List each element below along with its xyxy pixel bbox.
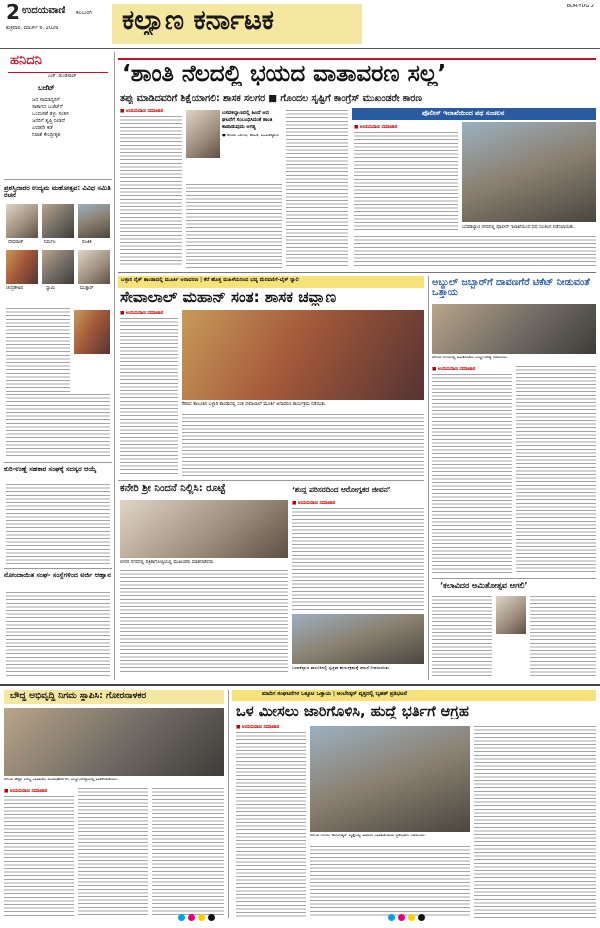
column-rule <box>114 52 115 680</box>
lead-quote-by: ● ಶರಣು ಸಲಗರ, ಶಾಸಕ, ಬಸವಕಲ್ಯಾಣ <box>222 134 279 139</box>
sevalal-caption: ಔರಾದ ತಾಲೂಕಿನ ಬಳ್ಳಾರಿ ತಾಂಡಾದಲ್ಲಿ ಸಂತ ಸೇವಾಲಾಲ್ ಮೂರ್ತಿ ಅನಾವರಣ ಕಾರ್ಯಕ್ರಮ ನಡೆಯಿತು. <box>182 402 327 407</box>
lead-headline: ‘ಶಾಂತಿ ನೆಲದಲ್ಲಿ ಭಯದ ವಾತಾವರಣ ಸಲ್ಲ’ <box>122 61 447 87</box>
health-byline: ■ ಉದಯವಾಣಿ ಸಮಾಚಾರ <box>292 501 336 506</box>
side-title: ಪೊಲೀಸ್ ಇಲಾಖೆಯಿಂದ ಪಥ ಸಂಚಲನ <box>422 109 505 117</box>
side-body-text <box>354 132 458 232</box>
portrait-photo <box>78 250 110 284</box>
hanidani-author: ಎಚ್. ಡುಂಡಿರಾಜ್ <box>48 74 77 79</box>
lead-byline: ■ ಉದಯವಾಣಿ ಸಮಾಚಾರ <box>120 109 164 114</box>
poem-body <box>32 97 110 139</box>
poem-title: ಬಜೆಟ್ <box>38 85 55 92</box>
story-body-text <box>6 394 110 458</box>
kalavida-body-text <box>530 596 596 676</box>
magenta-dot <box>188 914 195 921</box>
olameesalu-kicker-bar <box>232 690 596 701</box>
kaneri-body-text <box>120 570 288 674</box>
kaneri-headline: ಕನೇರಿ ಶ್ರೀ ನಿಂದನೆ ನಿಲ್ಲಿಸಿ: ರೂಟ್ಟೆ <box>120 484 226 494</box>
portrait-name: ಸ್ವಾಮಿ <box>46 286 55 291</box>
sevalal-kicker: ಬಳ್ಳಾರಿ ನೈಕ್ ತಾಂಡಾದಲ್ಲಿ ಮೂರ್ತಿ ಅನಾವರಣ | ಕೆರೆ ಹೊತ್ತ ಮಹಿಳೆಯರಿಂದ ಭವ್ಯ ಮೆರವಣಿಗೆ-ಬೈಕ್ ರ‍್ಯಾಲಿ <box>121 277 299 283</box>
bauddha-caption: ಬೀದರ ಜಿಲ್ಲಾ ಬೌದ್ಧ ಸಮಾಜದ ಪದಾಧಿಕಾರಿಗಳು ಸುದ್ದಿಗೋಷ್ಠಿಯಲ್ಲಿ ಮಾತನಾಡಿದರು. <box>4 778 119 782</box>
health-body-text <box>292 508 424 612</box>
yellow-dot <box>408 914 415 921</box>
bauddha-body-text <box>4 796 74 916</box>
divider <box>4 568 112 569</box>
portrait-photo <box>78 204 110 238</box>
kaneri-caption: ಬೀದರ ನಗರದಲ್ಲಿ ಪತ್ರಿಕಾಗೋಷ್ಠಿಯಲ್ಲಿ ಮುಖಂಡರು ಮಾತನಾಡಿದರು. <box>120 560 215 565</box>
masthead-rule <box>0 48 600 49</box>
olameesalu-body-text <box>236 732 306 918</box>
page-number: 2 <box>6 2 20 23</box>
cyan-dot <box>178 914 185 921</box>
sevalal-headline: ಸೇವಾಲಾಲ್ ಮಹಾನ್ ಸಂತ: ಶಾಸಕ ಚವ್ಹಾಣ <box>120 290 337 306</box>
lead-side-box <box>352 108 596 268</box>
lead-quote: ಬಸವಕಲ್ಯಾಣದಲ್ಲಿ ಹಿಂದೆ ಆದ ಘಟನೆಗೆ ಸಂಬಂಧಿಸಿದಂತೆ ಶಾಂತಿ ಕಾಪಾಡುವುದು ಅಗತ್ಯ <box>222 110 273 130</box>
poem-line: ಸಾಕಾಗದ ಬಜೆಟ್‌ಗೆ <box>32 104 63 110</box>
paper-name: ಉದಯವಾಣಿ <box>22 6 66 16</box>
sevalal-kicker-bar <box>118 276 424 288</box>
poem-line: ಎರಡನೇ ಕಡೆ <box>32 125 53 131</box>
section-banner <box>112 4 362 44</box>
olameesalu-photo <box>310 726 470 832</box>
health-photo <box>292 614 424 664</box>
abdul-photo <box>432 304 596 354</box>
sevalal-photo <box>182 310 424 400</box>
abdul-body-text <box>432 374 512 574</box>
bauddha-headline: ಬೌದ್ಧ ಅಭಿವೃದ್ಧಿ ನಿಗಮ ಸ್ಥಾಪಿಸಿ: ಗೋರನಾಳಕರ <box>10 691 147 701</box>
poem-line: ನಿರಾಶೆ ಕೇಂದ್ರೀಕೃತ <box>32 132 61 138</box>
lead-headline-box <box>118 58 596 86</box>
lead-quote-box <box>222 110 282 180</box>
lead-side-photo <box>462 122 596 222</box>
column-rule <box>228 690 229 918</box>
story-body-text <box>6 308 70 392</box>
health-headline: ‘ಶುದ್ಧ ಪರಿಸರದಿಂದ ಆರೋಗ್ಯಕರ ಜೀವನ’ <box>292 486 391 494</box>
story-body-text <box>6 592 110 676</box>
magenta-dot <box>398 914 405 921</box>
olameesalu-body-text <box>310 846 470 918</box>
bauddha-body-text <box>152 788 224 916</box>
olameesalu-caption: ಬೀದರ ನಗರದ ಅಂಬೇಡ್ಕರ್ ವೃತ್ತದಲ್ಲಿ ಮಾದಿಗ ಸಮಾಜದವರು ಪ್ರತಿಭಟನೆ ನಡೆಸಿದರು. <box>310 834 426 838</box>
section-rule <box>0 684 600 686</box>
portrait-photo <box>6 250 38 284</box>
bauddha-body-text <box>78 788 148 916</box>
section-title: ಕಲ್ಯಾಣ ಕರ್ನಾಟಕ <box>122 5 274 36</box>
divider <box>118 480 424 481</box>
kaneri-photo <box>120 500 288 558</box>
sevalal-body-text <box>182 414 424 476</box>
bauddha-byline: ■ ಉದಯವಾಣಿ ಸಮಾಚಾರ <box>4 789 48 794</box>
hanidani-logo: ಹನಿದನಿ <box>10 54 42 68</box>
left-story1-title: ಪ್ರಶಸ್ತಿದಾರರ ಉದ್ಯಮ ಮಹೋತ್ಸವ: ವಿವಿಧ ಸಮಿತಿ ರಚನೆ <box>4 185 111 199</box>
portrait-photo <box>42 250 74 284</box>
left-column <box>4 52 112 682</box>
cyan-dot <box>388 914 395 921</box>
abdul-caption: ಬೀದರ ನಗರದಲ್ಲಿ ಮುಖಂಡರು ಸುದ್ದಿಗೋಷ್ಠಿ ನಡೆಸಿದರು. <box>432 356 509 360</box>
olameesalu-kicker: ಮಾದಿಗ ಸಂಘಟನೆಗಳ ಒಕ್ಕೂಟ ಒತ್ತಾಯ | ಅಂಬೇಡ್ಕರ್ ವೃತ್ತದಲ್ಲಿ ಬೃಹತ್ ಪ್ರತಿಭಟನೆ <box>262 691 407 697</box>
lead-portrait <box>186 110 220 158</box>
portrait-photo <box>6 204 38 238</box>
kalavida-headline: ‘ಕಲಾವಿದರ ಅಮಿತೋತ್ಸವ ಆಗಲಿ’ <box>440 582 528 590</box>
kalavida-body-text <box>432 596 492 676</box>
bauddha-headline-bar <box>4 690 224 704</box>
poem-line: ಜನರಿಗೆ ತೃಪ್ತಿ ನೀಡದೆ <box>32 118 65 124</box>
portrait-photo <box>42 204 74 238</box>
side-title-bar <box>352 108 596 120</box>
kalavida-portrait <box>496 596 526 634</box>
portrait-name: ಚಂದ್ರಶೇಖರ <box>6 286 24 291</box>
column-rule <box>428 276 429 680</box>
story-photo <box>74 310 110 354</box>
lead-subhead: ತಪ್ಪು ಮಾಡಿದವರಿಗೆ ಶಿಕ್ಷೆಯಾಗಲಿ: ಶಾಸಕ ಸಲಗರ ■ ಗೊಂದಲ ಸೃಷ್ಟಿಗೆ ಕಾಂಗ್ರೆಸ್ ಮುಖಂಡರೇ ಕಾರಣ <box>120 94 422 104</box>
lead-body-text <box>286 110 348 268</box>
bauddha-photo <box>4 708 224 776</box>
hanidani-rule <box>8 72 108 73</box>
olameesalu-byline: ■ ಉದಯವಾಣಿ ಸಮಾಚಾರ <box>236 725 280 730</box>
divider <box>432 578 596 579</box>
side-caption: ಬಸವಕಲ್ಯಾಣ ನಗರದಲ್ಲಿ ಪೊಲೀಸ್ ಇಲಾಖೆಯಿಂದ ಪಥ ಸಂಚಲನ ನಡೆಸಲಾಯಿತು. <box>462 225 575 230</box>
page-code: BDR-YDG 2 <box>566 4 594 9</box>
olameesalu-body-text <box>474 726 596 918</box>
portrait-name: ಮುಕ್ತಾರ್ <box>80 286 94 291</box>
registration-marks <box>388 914 448 922</box>
black-dot <box>418 914 425 921</box>
sevalal-byline: ■ ಉದಯವಾಣಿ ಸಮಾಚಾರ <box>120 311 164 316</box>
lead-body-text <box>120 116 182 266</box>
hanidani-box <box>4 52 112 180</box>
issue-date: ಶುಕ್ರವಾರ, ಮಾರ್ಚ್ 6, 2026 <box>6 26 59 31</box>
masthead <box>0 0 600 56</box>
olameesalu-headline: ಒಳ ಮೀಸಲು ಜಾರಿಗೊಳಿಸಿ, ಹುದ್ದೆ ಭರ್ತಿಗೆ ಆಗ್ರಹ <box>236 704 469 720</box>
health-caption: ಬಸವಕಲ್ಯಾಣ ತಾಲೂಕಿನಲ್ಲಿ ಸ್ವಚ್ಛತಾ ಕಾರ್ಯಕ್ರಮಕ್ಕೆ ಚಾಲನೆ ನೀಡಲಾಯಿತು. <box>292 666 391 670</box>
abdul-body-text <box>516 366 596 574</box>
portrait-name: ನಿರ್ಮಲ <box>44 240 56 245</box>
divider <box>118 272 596 273</box>
lead-body-text <box>186 184 282 268</box>
portrait-name: ರಂಜಿತ <box>82 240 92 245</box>
left-story3-title: ನೋಂದಾಯಿತ ಸಂಘ- ಸಂಸ್ಥೆಗಳಿಂದ ಅರ್ಜಿ ಆಹ್ವಾನ <box>4 572 111 579</box>
black-dot <box>208 914 215 921</box>
registration-marks <box>178 914 238 922</box>
portrait-name: ದೇವರಾಜ್ <box>8 240 24 245</box>
story-body-text <box>6 484 110 564</box>
side-byline: ■ ಉದಯವಾಣಿ ಸಮಾಚಾರ <box>354 125 398 130</box>
left-story2-title: ಕುರಿ-ಉಣ್ಣೆ ಸಹಕಾರ ಸಂಘಕ್ಕೆ ಸದಸ್ಯರ ಆಯ್ಕೆ <box>4 466 97 473</box>
poem-line: ಒಂದುಕಡೆ ತಳ್ಳು ಸಂತಸ <box>32 111 69 117</box>
edition-label: ಕಲಬುರಗಿ <box>76 11 92 16</box>
sevalal-body-text <box>120 318 178 476</box>
abdul-byline: ■ ಉದಯವಾಣಿ ಸಮಾಚಾರ <box>432 367 476 372</box>
portrait-grid <box>4 204 112 304</box>
divider <box>4 462 112 463</box>
side-body-text <box>354 236 596 266</box>
abdul-headline: ಅಬ್ದುಲ್ ಜಬ್ಬಾರ್‌ಗೆ ದಾವಣಗೆರೆ ಟಿಕೆಟ್ ನೀಡುವಂತೆ ಒತ್ತಾಯ <box>432 278 590 299</box>
yellow-dot <box>198 914 205 921</box>
poem-line: ಜನ ಸಾಮಾನ್ಯರಿಗೆ <box>32 97 60 103</box>
